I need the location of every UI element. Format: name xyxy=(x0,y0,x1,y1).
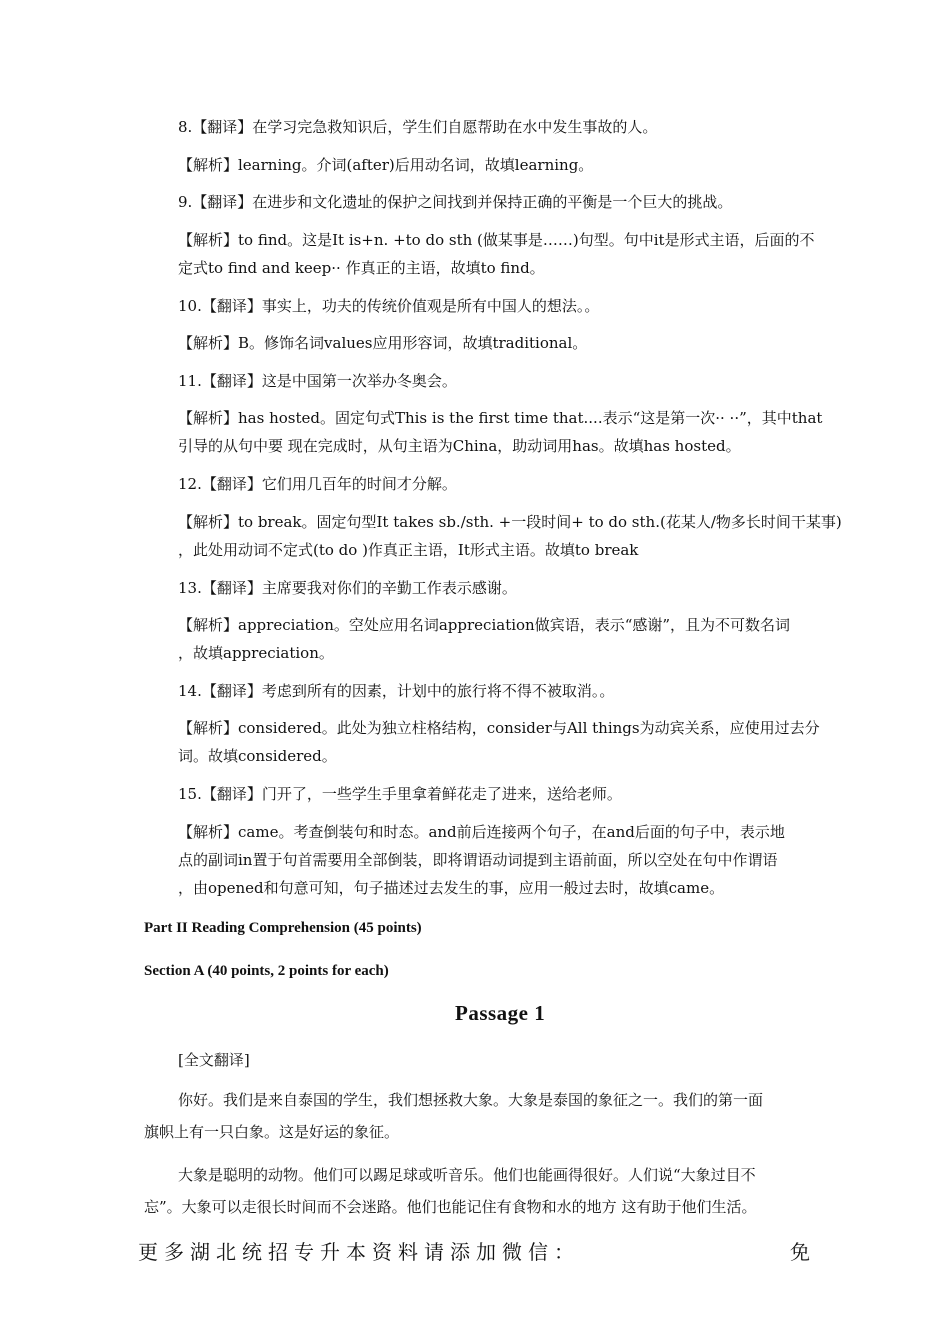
part-heading: Part II Reading Comprehension (45 points) xyxy=(144,920,422,936)
paragraph-2-line-2: 忘”。大象可以走很长时间而不会迷路。他们也能记住有食物和水的地方 这有助于他们生活。 xyxy=(144,1198,757,1216)
line-13-translation: 13.【翻译】主席要我对你们的辛勤工作表示感谢。 xyxy=(178,579,517,597)
line-12-translation: 12.【翻译】它们用几百年的时间才分解。 xyxy=(178,475,457,493)
section-heading: Section A (40 points, 2 points for each) xyxy=(144,963,389,979)
line-9-translation: 9.【翻译】在进步和文化遗址的保护之间找到并保持正确的平衡是一个巨大的挑战。 xyxy=(178,193,733,211)
footer-text: 更多湖北统招专升本资料请添加微信： xyxy=(138,1240,580,1264)
line-10-analysis: 【解析】B。修饰名词values应用形容词，故填traditional。 xyxy=(178,334,588,352)
line-11-analysis-2: 引导的从句中要 现在完成时，从句主语为China，助动词用has。故填has hosted。 xyxy=(178,437,741,455)
footer-end: 免 xyxy=(790,1240,810,1264)
line-14-analysis-1: 【解析】considered。此处为独立柱格结构，consider与All things为动宾关系，应使用过去分 xyxy=(178,719,820,737)
paragraph-2-line-1: 大象是聪明的动物。他们可以踢足球或听音乐。他们也能画得很好。人们说“大象过目不 xyxy=(178,1166,756,1184)
line-12-analysis-2: ，此处用动词不定式(to do )作真正主语，It形式主语。故填to break xyxy=(178,541,639,559)
line-8-translation: 8.【翻译】在学习完急救知识后，学生们自愿帮助在水中发生事故的人。 xyxy=(178,118,658,136)
line-11-analysis-1: 【解析】has hosted。固定句式This is the first time that....表示“这是第一次·· ··”，其中that xyxy=(178,409,823,427)
line-8-analysis: 【解析】learning。介词(after)后用动名词，故填learning。 xyxy=(178,156,594,174)
paragraph-1-line-1: 你好。我们是来自泰国的学生，我们想拯救大象。大象是泰国的象征之一。我们的第一面 xyxy=(178,1091,764,1109)
line-10-translation: 10.【翻译】事实上，功夫的传统价值观是所有中国人的想法。。 xyxy=(178,297,600,315)
paragraph-1-line-2: 旗帜上有一只白象。这是好运的象征。 xyxy=(144,1123,400,1141)
translation-label: [全文翻译] xyxy=(178,1051,250,1069)
line-15-analysis-2: 点的副词in置于句首需要用全部倒装，即将谓语动词提到主语前面，所以空处在句中作谓语 xyxy=(178,851,778,869)
line-15-analysis-1: 【解析】came。考查倒装句和时态。and前后连接两个句子，在and后面的句子中，表示地 xyxy=(178,823,785,841)
line-14-translation: 14.【翻译】考虑到所有的因素，计划中的旅行将不得不被取消。。 xyxy=(178,682,615,700)
line-13-analysis-2: ，故填appreciation。 xyxy=(178,644,334,662)
line-15-translation: 15.【翻译】门开了，一些学生手里拿着鲜花走了进来，送给老师。 xyxy=(178,785,622,803)
line-13-analysis-1: 【解析】appreciation。空处应用名词appreciation做宾语，表示“感谢”，且为不可数名词 xyxy=(178,616,791,634)
line-9-analysis-1: 【解析】to find。这是It is+n. +to do sth (做某事是……)句型。句中it是形式主语，后面的不 xyxy=(178,231,815,249)
line-15-analysis-3: ，由opened和句意可知，句子描述过去发生的事，应用一般过去时，故填came。 xyxy=(178,879,725,897)
line-14-analysis-2: 词。故填considered。 xyxy=(178,747,337,765)
passage-title: Passage 1 xyxy=(455,1001,546,1025)
line-12-analysis-1: 【解析】to break。固定句型It takes sb./sth. +一段时间+ to do sth.(花某人/物多长时间干某事) xyxy=(178,513,842,531)
line-11-translation: 11.【翻译】这是中国第一次举办冬奥会。 xyxy=(178,372,457,390)
line-9-analysis-2: 定式to find and keep·· 作真正的主语，故填to find。 xyxy=(178,259,545,277)
